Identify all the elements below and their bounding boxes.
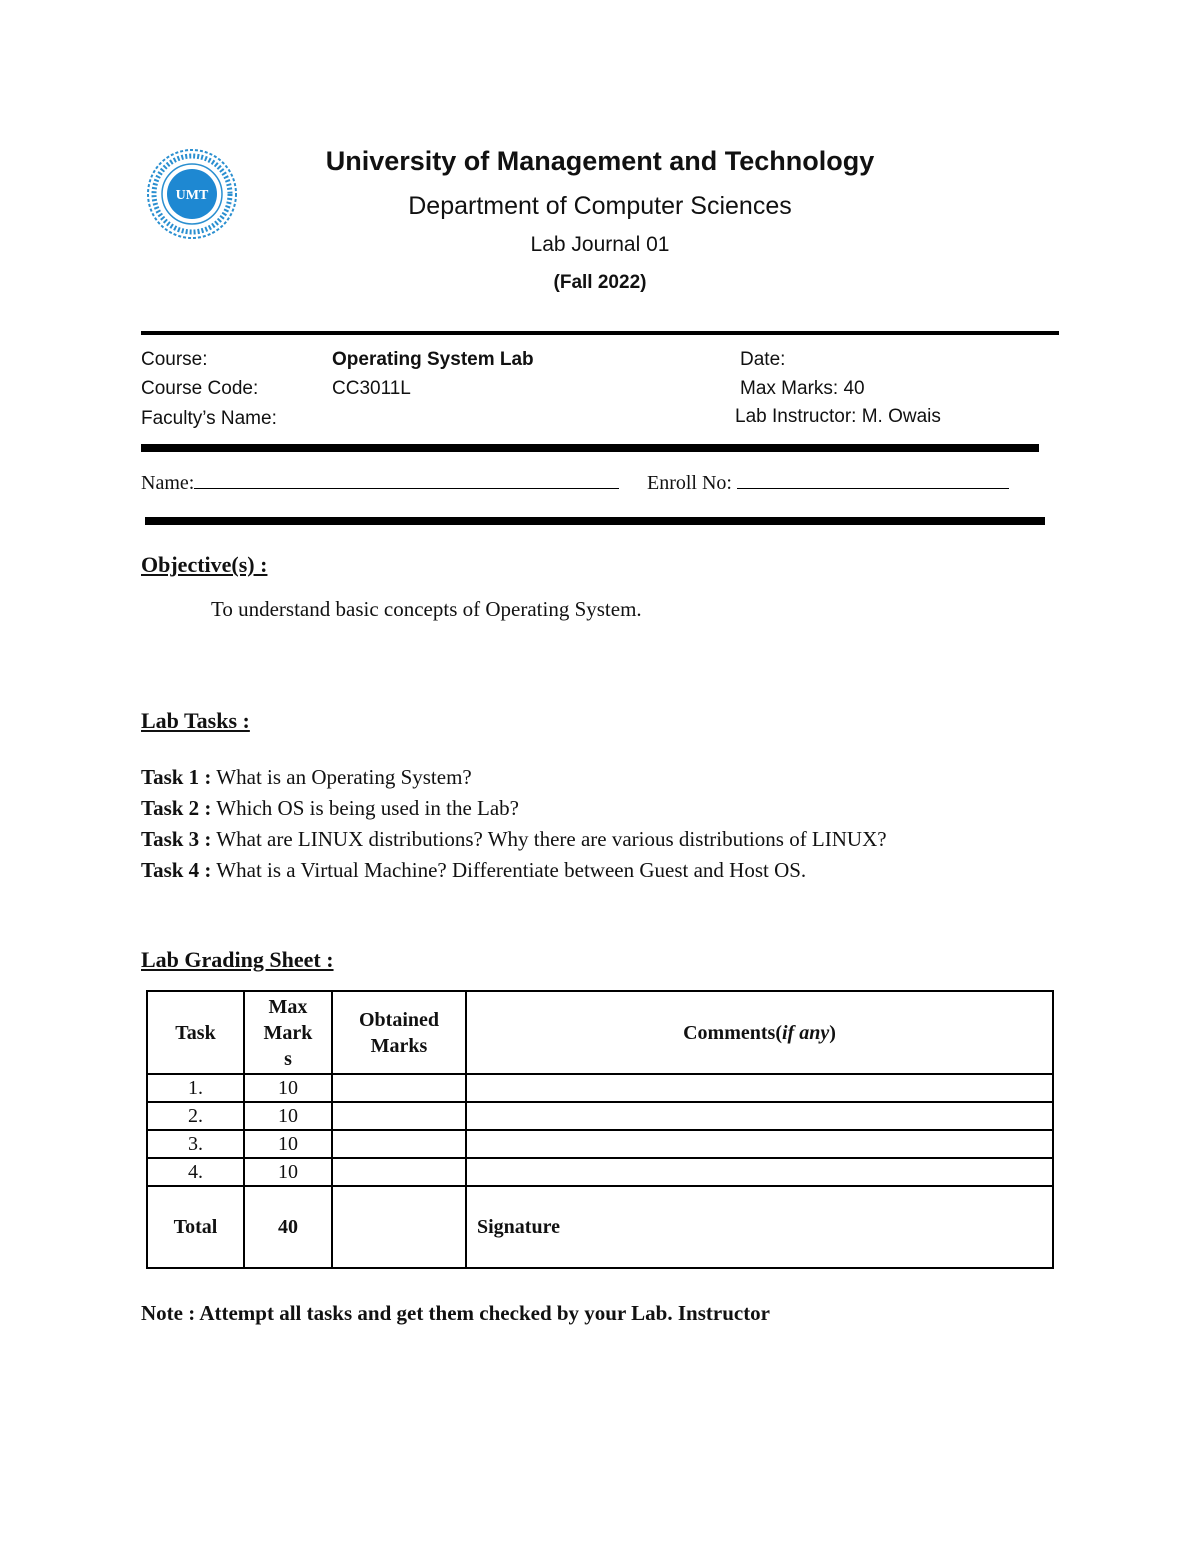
task-label: Task 1 : <box>141 765 212 789</box>
table-row <box>147 1130 1053 1158</box>
max-marks-cell: 10 <box>244 1158 332 1186</box>
task-text: Which OS is being used in the Lab? <box>211 796 519 820</box>
name-field[interactable] <box>141 472 619 495</box>
enroll-field[interactable] <box>647 472 1009 495</box>
course-code-value: CC3011L <box>332 378 411 399</box>
comments-cell[interactable] <box>466 1130 1053 1158</box>
course-value: Operating System Lab <box>332 349 534 370</box>
task-text: What is a Virtual Machine? Differentiate between Guest and Host OS. <box>211 858 807 882</box>
total-row <box>147 1186 1053 1268</box>
table-row <box>147 1158 1053 1186</box>
table-row <box>147 1074 1053 1102</box>
task-number: 1. <box>147 1074 244 1102</box>
list-item <box>141 824 887 855</box>
task-number: 3. <box>147 1130 244 1158</box>
col-max-line2: Mark <box>263 1021 313 1044</box>
obtained-cell[interactable] <box>332 1158 466 1186</box>
course-code-label: Course Code: <box>141 378 259 399</box>
comments-cell[interactable] <box>466 1074 1053 1102</box>
grading-heading: Lab Grading Sheet : <box>141 947 334 972</box>
task-text: What are LINUX distributions? Why there are various distributions of LINUX? <box>211 827 887 851</box>
table-header-row <box>147 991 1053 1074</box>
note-text: Note : Attempt all tasks and get them checked by your Lab. Instructor <box>141 1301 771 1325</box>
col-max-marks <box>244 991 332 1074</box>
max-marks-cell: 10 <box>244 1074 332 1102</box>
col-obtained-line1: Obtained <box>358 1008 440 1031</box>
objective-heading: Objective(s) : <box>141 552 268 577</box>
objective-text: To understand basic concepts of Operating System. <box>211 597 642 621</box>
obtained-cell[interactable] <box>332 1102 466 1130</box>
col-comments <box>466 991 1053 1074</box>
list-item <box>141 793 887 824</box>
total-obtained-cell[interactable] <box>332 1186 466 1268</box>
name-label: Name: <box>141 472 195 494</box>
obtained-cell[interactable] <box>332 1130 466 1158</box>
date-label: Date: <box>740 349 786 370</box>
max-marks-cell: 10 <box>244 1130 332 1158</box>
svg-text:UMT: UMT <box>175 188 209 203</box>
lab-instructor: Lab Instructor: M. Owais <box>735 406 941 427</box>
col-obtained-line2: Marks <box>370 1034 428 1057</box>
signature-cell[interactable]: Signature <box>466 1186 1053 1268</box>
list-item <box>141 762 887 793</box>
max-marks: Max Marks: 40 <box>740 378 865 399</box>
comments-italic: if any <box>781 1021 830 1044</box>
total-value: 40 <box>244 1186 332 1268</box>
col-obtained <box>332 991 466 1074</box>
name-blank[interactable] <box>194 472 619 489</box>
col-task: Task <box>147 991 244 1074</box>
task-text: What is an Operating System? <box>211 765 472 789</box>
student-divider <box>145 517 1045 525</box>
faculty-label: Faculty’s Name: <box>141 408 277 429</box>
task-number: 2. <box>147 1102 244 1130</box>
obtained-cell[interactable] <box>332 1074 466 1102</box>
department-name: Department of Computer Sciences <box>408 192 792 220</box>
comments-close: ) <box>829 1021 836 1044</box>
task-label: Task 2 : <box>141 796 212 820</box>
table-row <box>147 1102 1053 1130</box>
list-item <box>141 855 887 886</box>
header-divider <box>141 331 1059 335</box>
university-name: University of Management and Technology <box>325 146 875 176</box>
enroll-blank[interactable] <box>737 472 1009 489</box>
enroll-label: Enroll No: <box>647 472 732 494</box>
total-label: Total <box>147 1186 244 1268</box>
max-marks-cell: 10 <box>244 1102 332 1130</box>
col-max-line3: s <box>284 1047 292 1070</box>
lab-tasks-heading: Lab Tasks : <box>141 708 250 733</box>
comments-cell[interactable] <box>466 1102 1053 1130</box>
grading-table <box>146 990 1054 1269</box>
task-label: Task 4 : <box>141 858 212 882</box>
col-max-line1: Max <box>268 995 308 1018</box>
task-label: Task 3 : <box>141 827 212 851</box>
term-label: (Fall 2022) <box>553 272 647 293</box>
task-number: 4. <box>147 1158 244 1186</box>
comments-cell[interactable] <box>466 1158 1053 1186</box>
comments-label: Comments( <box>683 1021 782 1044</box>
course-label: Course: <box>141 349 208 370</box>
lab-journal-title: Lab Journal 01 <box>530 233 670 256</box>
info-divider <box>141 444 1039 452</box>
task-list <box>141 762 887 886</box>
